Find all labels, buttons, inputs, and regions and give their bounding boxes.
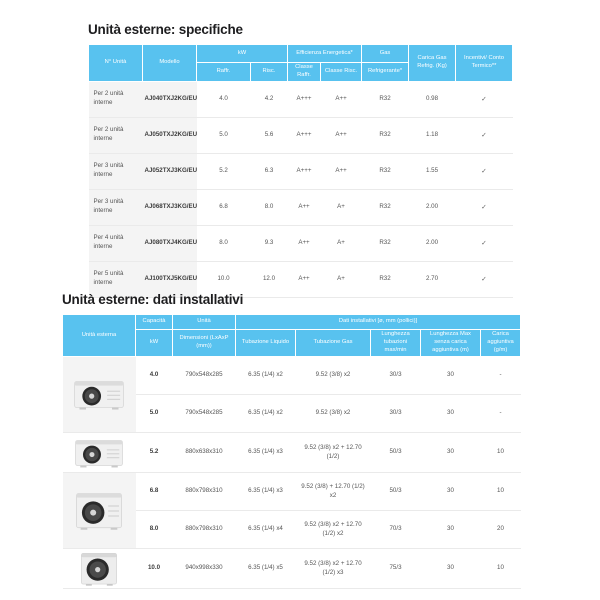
cell-capacity-kw: 4.0 <box>136 357 173 395</box>
cell-unit-count: Per 3 unità interne <box>89 189 143 225</box>
cell-liquid-pipe: 6.35 (1/4) x3 <box>236 473 296 511</box>
cell-gas-pipe: 9.52 (3/8) + 12.70 (1/2) x2 <box>296 473 371 511</box>
cell-cooling-class: A++ <box>288 261 321 297</box>
column-header-incentives: Incentivi/ Conto Termico** <box>456 45 513 82</box>
installation-table <box>62 314 521 589</box>
cell-unit-count: Per 4 unità interne <box>89 225 143 261</box>
cell-heating-kw: 6.3 <box>251 153 288 189</box>
section-installation-data <box>62 292 520 589</box>
column-header-liquid-pipe: Tubazione Liquido <box>236 330 296 357</box>
cell-liquid-pipe: 6.35 (1/4) x5 <box>236 549 296 589</box>
cell-unit-count: Per 2 unità interne <box>89 117 143 153</box>
cell-gas-pipe: 9.52 (3/8) x2 + 12.70 (1/2) <box>296 433 371 473</box>
cell-cooling-kw: 5.0 <box>197 117 251 153</box>
cell-gas-charge: 0.98 <box>409 81 456 117</box>
column-group-capacity: Capacità <box>136 315 173 330</box>
checkmark-icon: ✓ <box>456 225 513 261</box>
column-group-energy-efficiency: Efficienza Energetica* <box>288 45 362 63</box>
cell-heating-kw: 9.3 <box>251 225 288 261</box>
cell-cooling-class: A++ <box>288 225 321 261</box>
cell-max-length-no-charge: 30 <box>421 473 481 511</box>
cell-max-length-no-charge: 30 <box>421 549 481 589</box>
cell-gas-charge: 1.18 <box>409 117 456 153</box>
table-row <box>89 153 513 189</box>
cell-length-maxmin: 30/3 <box>371 357 421 395</box>
column-header-model: Modello <box>143 45 197 82</box>
column-header-heating-class: Classe Risc. <box>321 63 362 82</box>
specifications-body <box>89 81 513 297</box>
cell-gas-pipe: 9.52 (3/8) x2 <box>296 357 371 395</box>
column-header-additional-charge: Carica aggiuntiva (g/m) <box>481 330 521 357</box>
cell-refrigerant: R32 <box>362 261 409 297</box>
cell-length-maxmin: 30/3 <box>371 395 421 433</box>
cell-refrigerant: R32 <box>362 189 409 225</box>
outdoor-unit-photo-cell <box>63 549 136 589</box>
cell-gas-charge: 2.00 <box>409 189 456 225</box>
cell-gas-charge: 2.70 <box>409 261 456 297</box>
cell-additional-charge: 10 <box>481 433 521 473</box>
column-header-refrigerant: Refrigerante* <box>362 63 409 82</box>
cell-model: AJ052TXJ3KG/EU <box>143 153 197 189</box>
cell-dimensions: 790x548x285 <box>173 395 236 433</box>
cell-liquid-pipe: 6.35 (1/4) x3 <box>236 433 296 473</box>
cell-heating-class: A++ <box>321 81 362 117</box>
cell-gas-pipe: 9.52 (3/8) x2 <box>296 395 371 433</box>
table-row <box>63 357 521 395</box>
checkmark-icon: ✓ <box>456 261 513 297</box>
outdoor-unit-image <box>74 437 124 469</box>
column-header-cooling-kw: Raffr. <box>197 63 251 82</box>
cell-heating-kw: 4.2 <box>251 81 288 117</box>
column-header-gas-pipe: Tubazione Gas <box>296 330 371 357</box>
cell-model: AJ040TXJ2KG/EU <box>143 81 197 117</box>
cell-model: AJ068TXJ3KG/EU <box>143 189 197 225</box>
cell-capacity-kw: 6.8 <box>136 473 173 511</box>
column-header-gas-charge: Carica Gas Refrig. (Kg) <box>409 45 456 82</box>
column-header-unit-count: N° Unità <box>89 45 143 82</box>
cell-heating-class: A++ <box>321 153 362 189</box>
cell-unit-count: Per 5 unità interne <box>89 261 143 297</box>
cell-capacity-kw: 5.2 <box>136 433 173 473</box>
cell-cooling-class: A+++ <box>288 81 321 117</box>
cell-length-maxmin: 75/3 <box>371 549 421 589</box>
cell-cooling-kw: 10.0 <box>197 261 251 297</box>
specifications-header <box>89 45 513 82</box>
column-header-outdoor-unit: Unità esterna <box>63 315 136 357</box>
cell-liquid-pipe: 6.35 (1/4) x4 <box>236 511 296 549</box>
outdoor-unit-photo-cell <box>63 473 136 549</box>
cell-length-maxmin: 50/3 <box>371 433 421 473</box>
cell-capacity-kw: 5.0 <box>136 395 173 433</box>
cell-dimensions: 880x798x310 <box>173 511 236 549</box>
table-row <box>63 549 521 589</box>
cell-additional-charge: - <box>481 357 521 395</box>
column-group-unit: Unità <box>173 315 236 330</box>
table-row <box>63 473 521 511</box>
cell-unit-count: Per 2 unità interne <box>89 81 143 117</box>
checkmark-icon: ✓ <box>456 117 513 153</box>
cell-cooling-class: A++ <box>288 189 321 225</box>
cell-refrigerant: R32 <box>362 117 409 153</box>
cell-liquid-pipe: 6.35 (1/4) x2 <box>236 357 296 395</box>
table-row <box>89 225 513 261</box>
cell-additional-charge: - <box>481 395 521 433</box>
cell-refrigerant: R32 <box>362 153 409 189</box>
table-row <box>63 433 521 473</box>
checkmark-icon: ✓ <box>456 81 513 117</box>
cell-dimensions: 880x798x310 <box>173 473 236 511</box>
installation-header <box>63 315 521 357</box>
column-group-installation-data: Dati installativi [ø, mm (pollici)] <box>236 315 521 330</box>
column-header-pipe-length-maxmin: Lunghezza tubazioni max/min <box>371 330 421 357</box>
cell-additional-charge: 20 <box>481 511 521 549</box>
cell-heating-kw: 8.0 <box>251 189 288 225</box>
table-row <box>89 189 513 225</box>
cell-refrigerant: R32 <box>362 81 409 117</box>
outdoor-unit-photo-cell <box>63 433 136 473</box>
cell-dimensions: 790x548x285 <box>173 357 236 395</box>
table-row <box>89 81 513 117</box>
column-group-kw: kW <box>197 45 288 63</box>
installation-body <box>63 357 521 589</box>
specifications-table <box>88 44 513 298</box>
checkmark-icon: ✓ <box>456 189 513 225</box>
cell-gas-charge: 2.00 <box>409 225 456 261</box>
outdoor-unit-photo-cell <box>63 357 136 433</box>
column-header-heating-kw: Risc. <box>251 63 288 82</box>
cell-gas-pipe: 9.52 (3/8) x2 + 12.70 (1/2) x2 <box>296 511 371 549</box>
cell-gas-pipe: 9.52 (3/8) x2 + 12.70 (1/2) x3 <box>296 549 371 589</box>
cell-max-length-no-charge: 30 <box>421 511 481 549</box>
outdoor-unit-image <box>73 378 125 411</box>
cell-model: AJ100TXJ5KG/EU <box>143 261 197 297</box>
table-row <box>89 117 513 153</box>
section-title: Unità esterne: dati installativi <box>62 292 244 307</box>
cell-additional-charge: 10 <box>481 473 521 511</box>
column-header-max-length-no-charge: Lunghezza Max senza carica aggiuntiva (m) <box>421 330 481 357</box>
cell-length-maxmin: 50/3 <box>371 473 421 511</box>
section-specifications <box>88 22 512 298</box>
cell-heating-class: A+ <box>321 225 362 261</box>
column-group-gas: Gas <box>362 45 409 63</box>
cell-cooling-kw: 4.0 <box>197 81 251 117</box>
cell-unit-count: Per 3 unità interne <box>89 153 143 189</box>
header-row <box>89 45 513 63</box>
cell-max-length-no-charge: 30 <box>421 433 481 473</box>
cell-heating-kw: 12.0 <box>251 261 288 297</box>
cell-cooling-kw: 8.0 <box>197 225 251 261</box>
cell-additional-charge: 10 <box>481 549 521 589</box>
column-header-kw: kW <box>136 330 173 357</box>
cell-dimensions: 880x638x310 <box>173 433 236 473</box>
cell-heating-class: A++ <box>321 117 362 153</box>
section-title: Unità esterne: specifiche <box>88 22 243 37</box>
cell-cooling-class: A+++ <box>288 117 321 153</box>
cell-model: AJ050TXJ2KG/EU <box>143 117 197 153</box>
cell-cooling-kw: 5.2 <box>197 153 251 189</box>
cell-liquid-pipe: 6.35 (1/4) x2 <box>236 395 296 433</box>
outdoor-unit-image <box>74 491 124 531</box>
cell-cooling-kw: 6.8 <box>197 189 251 225</box>
cell-heating-class: A+ <box>321 261 362 297</box>
cell-refrigerant: R32 <box>362 225 409 261</box>
cell-max-length-no-charge: 30 <box>421 395 481 433</box>
column-header-cooling-class: Classe Raffr. <box>288 63 321 82</box>
cell-heating-kw: 5.6 <box>251 117 288 153</box>
header-row <box>63 315 521 330</box>
cell-dimensions: 940x998x330 <box>173 549 236 589</box>
cell-model: AJ080TXJ4KG/EU <box>143 225 197 261</box>
checkmark-icon: ✓ <box>456 153 513 189</box>
column-header-dimensions: Dimensioni (LxAxP (mm)) <box>173 330 236 357</box>
cell-length-maxmin: 70/3 <box>371 511 421 549</box>
outdoor-unit-image <box>74 552 124 586</box>
cell-gas-charge: 1.55 <box>409 153 456 189</box>
cell-heating-class: A+ <box>321 189 362 225</box>
cell-capacity-kw: 8.0 <box>136 511 173 549</box>
cell-capacity-kw: 10.0 <box>136 549 173 589</box>
cell-max-length-no-charge: 30 <box>421 357 481 395</box>
cell-cooling-class: A+++ <box>288 153 321 189</box>
